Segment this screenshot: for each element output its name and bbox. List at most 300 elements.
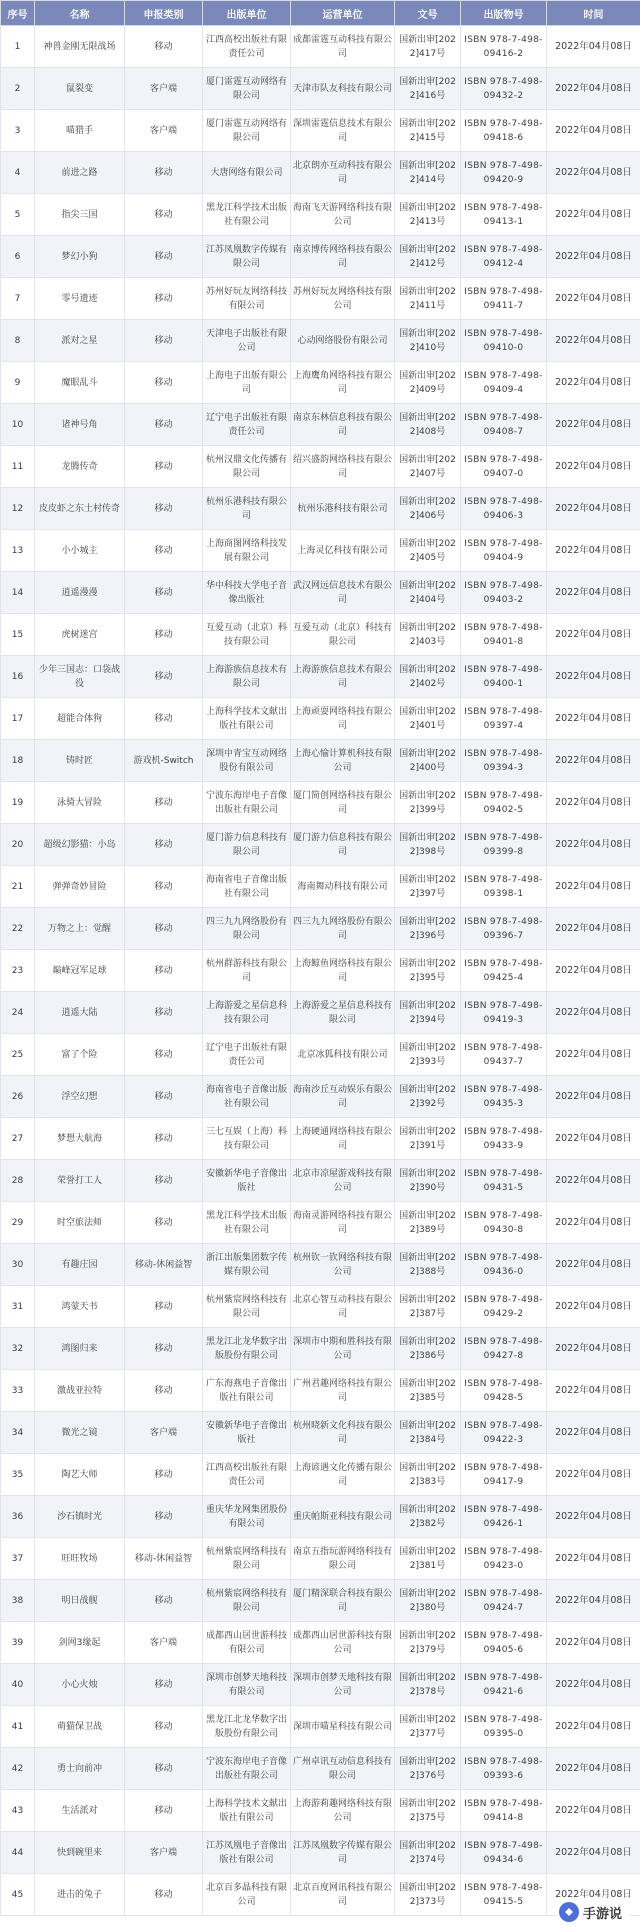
col-header-publisher: 出版单位	[203, 1, 291, 26]
category: 移动	[125, 278, 203, 320]
publisher: 上海电子出版有限公司	[203, 362, 291, 404]
publisher: 杭州乐港科技有限公司	[203, 488, 291, 530]
approval-no: 国新出审[2022]394号	[395, 992, 461, 1034]
isbn: ISBN 978-7-498-09433-9	[461, 1118, 547, 1160]
approval-no: 国新出审[2022]391号	[395, 1118, 461, 1160]
isbn: ISBN 978-7-498-09417-9	[461, 1454, 547, 1496]
isbn: ISBN 978-7-498-09409-4	[461, 362, 547, 404]
table-row	[1, 68, 640, 110]
table-row	[1, 1076, 640, 1118]
table-row	[1, 320, 640, 362]
publisher: 四三九九网络股份有限公司	[203, 908, 291, 950]
row-index: 21	[1, 866, 35, 908]
approval-no: 国新出审[2022]377号	[395, 1706, 461, 1748]
approval-no: 国新出审[2022]396号	[395, 908, 461, 950]
approval-no: 国新出审[2022]385号	[395, 1370, 461, 1412]
row-index: 15	[1, 614, 35, 656]
approval-date: 2022年04月08日	[547, 950, 640, 992]
approval-date: 2022年04月08日	[547, 1706, 640, 1748]
isbn: ISBN 978-7-498-09413-1	[461, 194, 547, 236]
table-row	[1, 1664, 640, 1706]
operator: 厦门精深联合科技有限公司	[291, 1580, 395, 1622]
isbn: ISBN 978-7-498-09407-0	[461, 446, 547, 488]
publisher: 安徽新华电子音像出版社	[203, 1412, 291, 1454]
table-row	[1, 1286, 640, 1328]
game-name: 旺旺牧场	[35, 1538, 125, 1580]
game-name: 鼠裂变	[35, 68, 125, 110]
row-index: 5	[1, 194, 35, 236]
publisher: 江苏凤凰数字传媒有限公司	[203, 236, 291, 278]
isbn: ISBN 978-7-498-09415-5	[461, 1874, 547, 1916]
row-index: 22	[1, 908, 35, 950]
table-row	[1, 908, 640, 950]
approval-no: 国新出审[2022]376号	[395, 1748, 461, 1790]
approval-no: 国新出审[2022]382号	[395, 1496, 461, 1538]
approval-no: 国新出审[2022]374号	[395, 1832, 461, 1874]
operator: 武汉网远信息技术有限公司	[291, 572, 395, 614]
approval-date: 2022年04月08日	[547, 1832, 640, 1874]
game-name: 时空旅法师	[35, 1202, 125, 1244]
isbn: ISBN 978-7-498-09421-6	[461, 1664, 547, 1706]
game-name: 萌猫保卫战	[35, 1706, 125, 1748]
approval-no: 国新出审[2022]416号	[395, 68, 461, 110]
operator: 成都雷霆互动科技有限公司	[291, 26, 395, 68]
table-row	[1, 362, 640, 404]
isbn: ISBN 978-7-498-09404-9	[461, 530, 547, 572]
game-name: 进击的兔子	[35, 1874, 125, 1916]
publisher: 江西高校出版社有限责任公司	[203, 1454, 291, 1496]
table-row	[1, 278, 640, 320]
table-row	[1, 1244, 640, 1286]
publisher: 广东海燕电子音像出版社有限公司	[203, 1370, 291, 1412]
approval-date: 2022年04月08日	[547, 1496, 640, 1538]
approval-date: 2022年04月08日	[547, 194, 640, 236]
operator: 上海鲸鱼网络科技有限公司	[291, 950, 395, 992]
game-name: 少年三国志：口袋战役	[35, 656, 125, 698]
publisher: 宁波东海岸电子音像出版社有限公司	[203, 782, 291, 824]
publisher: 上海游族信息技术有限公司	[203, 656, 291, 698]
publisher: 成都西山居世游科技有限公司	[203, 1622, 291, 1664]
operator: 北京冰狐科技有限公司	[291, 1034, 395, 1076]
approval-no: 国新出审[2022]389号	[395, 1202, 461, 1244]
category: 移动	[125, 1748, 203, 1790]
category: 移动	[125, 236, 203, 278]
category: 移动	[125, 614, 203, 656]
table-row	[1, 740, 640, 782]
approval-date: 2022年04月08日	[547, 1118, 640, 1160]
game-name: 沙石镇时光	[35, 1496, 125, 1538]
publisher: 黑龙江北龙华数字出版股份有限公司	[203, 1706, 291, 1748]
category: 移动	[125, 152, 203, 194]
approval-date: 2022年04月08日	[547, 1748, 640, 1790]
approval-no: 国新出审[2022]412号	[395, 236, 461, 278]
table-row	[1, 1202, 640, 1244]
isbn: ISBN 978-7-498-09399-8	[461, 824, 547, 866]
table-header	[1, 1, 640, 26]
operator: 南京博传网络科技有限公司	[291, 236, 395, 278]
approval-date: 2022年04月08日	[547, 1664, 640, 1706]
approval-date: 2022年04月08日	[547, 1034, 640, 1076]
row-index: 33	[1, 1370, 35, 1412]
row-index: 39	[1, 1622, 35, 1664]
game-name: 万物之上：觉醒	[35, 908, 125, 950]
publisher: 杭州紫宸网络科技有限公司	[203, 1580, 291, 1622]
approval-date: 2022年04月08日	[547, 1202, 640, 1244]
row-index: 12	[1, 488, 35, 530]
row-index: 35	[1, 1454, 35, 1496]
approval-date: 2022年04月08日	[547, 782, 640, 824]
isbn: ISBN 978-7-498-09423-0	[461, 1538, 547, 1580]
row-index: 38	[1, 1580, 35, 1622]
operator: 厦门简创网络科技有限公司	[291, 782, 395, 824]
operator: 厦门游力信息科技有限公司	[291, 824, 395, 866]
isbn: ISBN 978-7-498-09401-8	[461, 614, 547, 656]
category: 移动	[125, 1496, 203, 1538]
isbn: ISBN 978-7-498-09414-8	[461, 1790, 547, 1832]
category: 移动	[125, 320, 203, 362]
category: 移动	[125, 1286, 203, 1328]
operator: 天津市队友科技有限公司	[291, 68, 395, 110]
row-index: 18	[1, 740, 35, 782]
operator: 深圳市喵星科技有限公司	[291, 1706, 395, 1748]
row-index: 13	[1, 530, 35, 572]
publisher: 宁波东海岸电子音像出版社有限公司	[203, 1748, 291, 1790]
approval-no: 国新出审[2022]375号	[395, 1790, 461, 1832]
publisher: 黑龙江北龙华数字出版股份有限公司	[203, 1328, 291, 1370]
approval-date: 2022年04月08日	[547, 488, 640, 530]
row-index: 2	[1, 68, 35, 110]
operator: 海南舞动科技有限公司	[291, 866, 395, 908]
table-row	[1, 1160, 640, 1202]
row-index: 14	[1, 572, 35, 614]
approval-date: 2022年04月08日	[547, 68, 640, 110]
operator: 互爱互动（北京）科技有限公司	[291, 614, 395, 656]
approval-date: 2022年04月08日	[547, 320, 640, 362]
row-index: 6	[1, 236, 35, 278]
category: 移动	[125, 908, 203, 950]
publisher: 苏州好玩友网络科技有限公司	[203, 278, 291, 320]
game-name: 零号遗迹	[35, 278, 125, 320]
category: 移动	[125, 992, 203, 1034]
approval-no: 国新出审[2022]381号	[395, 1538, 461, 1580]
approval-date: 2022年04月08日	[547, 530, 640, 572]
col-header-category: 申报类别	[125, 1, 203, 26]
isbn: ISBN 978-7-498-09431-5	[461, 1160, 547, 1202]
category: 客户端	[125, 1412, 203, 1454]
publisher: 杭州群游科技有限公司	[203, 950, 291, 992]
row-index: 36	[1, 1496, 35, 1538]
approval-no: 国新出审[2022]390号	[395, 1160, 461, 1202]
game-name: 快到碗里来	[35, 1832, 125, 1874]
publisher: 杭州紫宸网络科技有限公司	[203, 1538, 291, 1580]
row-index: 7	[1, 278, 35, 320]
approval-no: 国新出审[2022]393号	[395, 1034, 461, 1076]
isbn: ISBN 978-7-498-09435-3	[461, 1076, 547, 1118]
category: 移动	[125, 1706, 203, 1748]
isbn: ISBN 978-7-498-09393-6	[461, 1748, 547, 1790]
publisher: 天津电子出版社有限公司	[203, 320, 291, 362]
table-row	[1, 1748, 640, 1790]
game-name: 逍遥大陆	[35, 992, 125, 1034]
row-index: 28	[1, 1160, 35, 1202]
row-index: 11	[1, 446, 35, 488]
category: 移动	[125, 1454, 203, 1496]
publisher: 杭州汉鼎文化传播有限公司	[203, 446, 291, 488]
table-row	[1, 1622, 640, 1664]
operator: 北京心智互动科技有限公司	[291, 1286, 395, 1328]
operator: 广州君趣网络科技有限公司	[291, 1370, 395, 1412]
game-name: 皮皮虾之东土村传奇	[35, 488, 125, 530]
row-index: 4	[1, 152, 35, 194]
isbn: ISBN 978-7-498-09424-7	[461, 1580, 547, 1622]
isbn: ISBN 978-7-498-09402-5	[461, 782, 547, 824]
row-index: 25	[1, 1034, 35, 1076]
row-index: 24	[1, 992, 35, 1034]
approval-date: 2022年04月08日	[547, 362, 640, 404]
operator: 深圳雷霆信息技术有限公司	[291, 110, 395, 152]
category: 移动	[125, 1370, 203, 1412]
isbn: ISBN 978-7-498-09437-7	[461, 1034, 547, 1076]
operator: 海南沙丘互动娱乐有限公司	[291, 1076, 395, 1118]
game-name: 诸神号角	[35, 404, 125, 446]
approval-date: 2022年04月08日	[547, 1286, 640, 1328]
operator: 绍兴盛韵网络科技有限公司	[291, 446, 395, 488]
approval-date: 2022年04月08日	[547, 26, 640, 68]
game-name: 剑网3缘起	[35, 1622, 125, 1664]
table-row	[1, 1874, 640, 1916]
operator: 苏州好玩友网络科技有限公司	[291, 278, 395, 320]
approval-date: 2022年04月08日	[547, 1412, 640, 1454]
col-header-name: 名称	[35, 1, 125, 26]
approval-date: 2022年04月08日	[547, 110, 640, 152]
game-name: 小小城主	[35, 530, 125, 572]
row-index: 41	[1, 1706, 35, 1748]
category: 客户端	[125, 110, 203, 152]
row-index: 1	[1, 26, 35, 68]
category: 移动	[125, 698, 203, 740]
operator: 上海硬通网络科技有限公司	[291, 1118, 395, 1160]
isbn: ISBN 978-7-498-09395-0	[461, 1706, 547, 1748]
category: 移动	[125, 866, 203, 908]
game-name: 梦想大航海	[35, 1118, 125, 1160]
row-index: 32	[1, 1328, 35, 1370]
row-index: 44	[1, 1832, 35, 1874]
operator: 上海心愉计算机科技有限公司	[291, 740, 395, 782]
operator: 杭州钦一钦网络科技有限公司	[291, 1244, 395, 1286]
row-index: 37	[1, 1538, 35, 1580]
approval-date: 2022年04月08日	[547, 1790, 640, 1832]
table-row	[1, 530, 640, 572]
approval-date: 2022年04月08日	[547, 572, 640, 614]
category: 移动	[125, 194, 203, 236]
isbn: ISBN 978-7-498-09420-9	[461, 152, 547, 194]
isbn: ISBN 978-7-498-09398-1	[461, 866, 547, 908]
operator: 深圳市中期和胜科技有限公司	[291, 1328, 395, 1370]
approval-no: 国新出审[2022]388号	[395, 1244, 461, 1286]
approval-date: 2022年04月08日	[547, 908, 640, 950]
game-name: 巅峰冠军足球	[35, 950, 125, 992]
publisher: 安徽新华电子音像出版社	[203, 1160, 291, 1202]
row-index: 29	[1, 1202, 35, 1244]
game-name: 明日战舰	[35, 1580, 125, 1622]
approval-no: 国新出审[2022]397号	[395, 866, 461, 908]
brand-logo-icon	[559, 1902, 579, 1922]
approval-date: 2022年04月08日	[547, 1874, 640, 1916]
category: 移动	[125, 362, 203, 404]
approval-no: 国新出审[2022]405号	[395, 530, 461, 572]
approval-no: 国新出审[2022]409号	[395, 362, 461, 404]
category: 移动	[125, 950, 203, 992]
publisher: 大唐网络有限公司	[203, 152, 291, 194]
approval-no: 国新出审[2022]415号	[395, 110, 461, 152]
approval-no: 国新出审[2022]404号	[395, 572, 461, 614]
approval-date: 2022年04月08日	[547, 824, 640, 866]
table-row	[1, 824, 640, 866]
publisher: 重庆华龙网集团股份有限公司	[203, 1496, 291, 1538]
approval-date: 2022年04月08日	[547, 1160, 640, 1202]
table-row	[1, 152, 640, 194]
approval-date: 2022年04月08日	[547, 1328, 640, 1370]
category: 移动	[125, 1118, 203, 1160]
game-name: 鸿图归来	[35, 1328, 125, 1370]
approval-no: 国新出审[2022]383号	[395, 1454, 461, 1496]
isbn: ISBN 978-7-498-09411-7	[461, 278, 547, 320]
row-index: 30	[1, 1244, 35, 1286]
game-name: 激战亚拉特	[35, 1370, 125, 1412]
category: 移动	[125, 572, 203, 614]
approval-no: 国新出审[2022]395号	[395, 950, 461, 992]
table-row	[1, 1328, 640, 1370]
publisher: 黑龙江科学技术出版社有限公司	[203, 1202, 291, 1244]
isbn: ISBN 978-7-498-09400-1	[461, 656, 547, 698]
approval-date: 2022年04月08日	[547, 614, 640, 656]
category: 移动	[125, 1790, 203, 1832]
approval-date: 2022年04月08日	[547, 1454, 640, 1496]
row-index: 27	[1, 1118, 35, 1160]
table-row	[1, 1412, 640, 1454]
publisher: 黑龙江科学技术出版社有限公司	[203, 194, 291, 236]
isbn: ISBN 978-7-498-09418-6	[461, 110, 547, 152]
table-row	[1, 1370, 640, 1412]
row-index: 17	[1, 698, 35, 740]
approval-no: 国新出审[2022]411号	[395, 278, 461, 320]
isbn: ISBN 978-7-498-09416-2	[461, 26, 547, 68]
approval-date: 2022年04月08日	[547, 446, 640, 488]
isbn: ISBN 978-7-498-09426-1	[461, 1496, 547, 1538]
publisher: 海南省电子音像出版社有限公司	[203, 1076, 291, 1118]
operator: 深圳市创梦天地科技有限公司	[291, 1664, 395, 1706]
operator: 杭州乐港科技有限公司	[291, 488, 395, 530]
publisher: 深圳市创梦天地科技有限公司	[203, 1664, 291, 1706]
publisher: 辽宁电子出版社有限责任公司	[203, 1034, 291, 1076]
operator: 海南灵游网络科技有限公司	[291, 1202, 395, 1244]
table-row	[1, 1706, 640, 1748]
row-index: 19	[1, 782, 35, 824]
isbn: ISBN 978-7-498-09436-0	[461, 1244, 547, 1286]
isbn: ISBN 978-7-498-09427-8	[461, 1328, 547, 1370]
game-name: 逍遥漫漫	[35, 572, 125, 614]
isbn: ISBN 978-7-498-09422-3	[461, 1412, 547, 1454]
col-header-isbn: 出版物号	[461, 1, 547, 26]
approval-date: 2022年04月08日	[547, 1622, 640, 1664]
operator: 南京东林信息科技有限公司	[291, 404, 395, 446]
operator: 上海游莉趣网络科技有限公司	[291, 1790, 395, 1832]
table-row	[1, 950, 640, 992]
operator: 北京百度网讯科技有限公司	[291, 1874, 395, 1916]
col-header-date: 时间	[547, 1, 640, 26]
game-name: 富了个险	[35, 1034, 125, 1076]
approval-date: 2022年04月08日	[547, 152, 640, 194]
category: 客户端	[125, 1622, 203, 1664]
operator: 南京五指玩游网络科技有限公司	[291, 1538, 395, 1580]
isbn: ISBN 978-7-498-09410-0	[461, 320, 547, 362]
category: 移动	[125, 488, 203, 530]
approval-no: 国新出审[2022]410号	[395, 320, 461, 362]
category: 移动	[125, 656, 203, 698]
category: 客户端	[125, 1832, 203, 1874]
approval-no: 国新出审[2022]399号	[395, 782, 461, 824]
row-index: 9	[1, 362, 35, 404]
table-row	[1, 1790, 640, 1832]
approval-date: 2022年04月08日	[547, 992, 640, 1034]
game-name: 鸿蒙天书	[35, 1286, 125, 1328]
game-name: 陶艺大师	[35, 1454, 125, 1496]
isbn: ISBN 978-7-498-09425-4	[461, 950, 547, 992]
category: 移动	[125, 446, 203, 488]
approval-date: 2022年04月08日	[547, 1370, 640, 1412]
isbn: ISBN 978-7-498-09432-2	[461, 68, 547, 110]
game-name: 派对之星	[35, 320, 125, 362]
game-name: 有趣庄园	[35, 1244, 125, 1286]
approval-no: 国新出审[2022]380号	[395, 1580, 461, 1622]
game-name: 浮空幻想	[35, 1076, 125, 1118]
table-row	[1, 614, 640, 656]
col-header-approval-no: 文号	[395, 1, 461, 26]
row-index: 45	[1, 1874, 35, 1916]
approval-no: 国新出审[2022]386号	[395, 1328, 461, 1370]
table-row	[1, 572, 640, 614]
category: 游戏机-Switch	[125, 740, 203, 782]
category: 移动	[125, 1580, 203, 1622]
game-name: 龙腾传奇	[35, 446, 125, 488]
category: 移动	[125, 1076, 203, 1118]
operator: 上海游族信息技术有限公司	[291, 656, 395, 698]
table-row	[1, 866, 640, 908]
isbn: ISBN 978-7-498-09412-4	[461, 236, 547, 278]
approval-no: 国新出审[2022]379号	[395, 1622, 461, 1664]
game-name: 喵猎手	[35, 110, 125, 152]
category: 移动	[125, 1328, 203, 1370]
approval-date: 2022年04月08日	[547, 278, 640, 320]
publisher: 杭州紫宸网络科技有限公司	[203, 1286, 291, 1328]
row-index: 3	[1, 110, 35, 152]
table-row	[1, 110, 640, 152]
game-name: 超级幻影猫：小岛	[35, 824, 125, 866]
game-name: 小心火烛	[35, 1664, 125, 1706]
table-row	[1, 992, 640, 1034]
approval-date: 2022年04月08日	[547, 866, 640, 908]
isbn: ISBN 978-7-498-09394-3	[461, 740, 547, 782]
approval-date: 2022年04月08日	[547, 1076, 640, 1118]
operator: 上海游爱之星信息科技有限公司	[291, 992, 395, 1034]
publisher: 上海游爱之星信息科技有限公司	[203, 992, 291, 1034]
table-row	[1, 1034, 640, 1076]
publisher: 江西高校出版社有限责任公司	[203, 26, 291, 68]
game-name: 魔眼乱斗	[35, 362, 125, 404]
publisher: 厦门游力信息科技有限公司	[203, 824, 291, 866]
row-index: 34	[1, 1412, 35, 1454]
category: 移动-休闲益智	[125, 1244, 203, 1286]
